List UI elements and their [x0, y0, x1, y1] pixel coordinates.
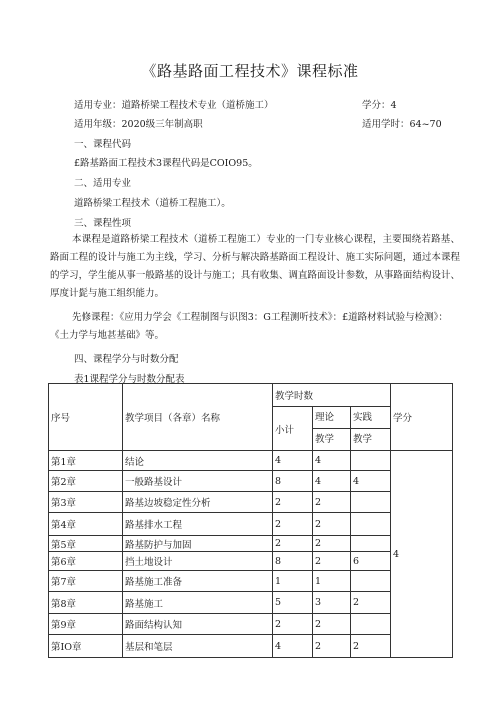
row-subtotal: 2: [273, 513, 313, 536]
section-2-heading: 二、适用专业: [74, 178, 132, 189]
row-theory: 2: [313, 513, 351, 536]
row-subtotal: 2: [273, 614, 313, 635]
row-name: 一般路基设计: [123, 471, 273, 492]
row-subtotal: 2: [273, 536, 313, 552]
row-theory: 2: [313, 614, 351, 635]
header-practice-line2: 教学: [351, 429, 391, 451]
section-1-heading: 一、课程代码: [74, 139, 132, 150]
row-theory: 1: [313, 571, 351, 592]
section-2-text: 道路桥梁工程技术（道桥工程施工）。: [74, 198, 231, 209]
row-index: 第7章: [49, 571, 123, 592]
header-practice-line1: 实践: [351, 407, 391, 429]
row-subtotal: 4: [273, 451, 313, 471]
header-index: 序号: [49, 384, 123, 451]
header-theory-line1: 理论: [313, 407, 351, 429]
row-theory: 4: [313, 451, 351, 471]
row-theory: 2: [313, 492, 351, 513]
row-index: 第3章: [49, 492, 123, 513]
section-1-text: £路基路面工程技术3课程代码是COIO95。: [74, 158, 258, 169]
prerequisite-paragraph: 先修课程：《应用力学会《工程制图与识图3：G工程测听技术》：£道路材料试验与检测》：《土力学与地甚基础》等。: [50, 312, 448, 341]
row-practice: [351, 536, 391, 552]
row-name: 挡土地设计: [123, 552, 273, 571]
row-name: 结论: [123, 451, 273, 471]
row-theory: 4: [313, 471, 351, 492]
row-name: 路基防护与加固: [123, 536, 273, 552]
row-index: 第6章: [49, 552, 123, 571]
row-name: 路基排水工程: [123, 513, 273, 536]
row-subtotal: 2: [273, 492, 313, 513]
row-practice: 6: [351, 552, 391, 571]
row-index: 第5章: [49, 536, 123, 552]
row-theory: 3: [313, 592, 351, 614]
table-row: [49, 451, 453, 471]
applicable-hours: 适用学时：64~70: [362, 119, 442, 130]
row-subtotal: 4: [273, 635, 313, 658]
row-practice: [351, 614, 391, 635]
row-subtotal: 5: [273, 592, 313, 614]
row-subtotal: 1: [273, 571, 313, 592]
document-title: 《路基路面工程技术》课程标准: [141, 62, 359, 80]
table-header-row: [49, 384, 453, 407]
header-subtotal: 小计: [273, 407, 313, 451]
header-theory-line2: 教学: [313, 429, 351, 451]
applicable-grade: 适用年级：2020级三年制高职: [74, 119, 203, 130]
row-practice: [351, 451, 391, 471]
row-name: 路基边坡稳定性分析: [123, 492, 273, 513]
section-3-heading: 三、课程性项: [74, 218, 132, 229]
credit-info: 学分：4: [362, 100, 397, 111]
row-practice: [351, 571, 391, 592]
header-credit: 学分: [391, 384, 453, 451]
applicable-major: 适用专业：道路桥梁工程技术专业（道桥施工）: [74, 100, 274, 111]
hours-distribution-table: [48, 383, 453, 658]
row-practice: 2: [351, 592, 391, 614]
row-subtotal: 8: [273, 552, 313, 571]
row-practice: [351, 513, 391, 536]
row-theory: 2: [313, 635, 351, 658]
row-index: 第2章: [49, 471, 123, 492]
row-practice: 2: [351, 635, 391, 658]
header-teaching-hours: 教学时数: [273, 384, 391, 407]
row-subtotal: 8: [273, 471, 313, 492]
section-4-heading: 四、课程学分与时数分配: [74, 354, 179, 365]
section-3-paragraph: 本课程是道路桥梁工程技术（道桥工程施工）专业的一门专业核心课程，主要围绕若路基、路面工程的设计与施工为主线，学习、分析与解决路基路面工程设计、施工实际问题，通过本课程的学习，学生能从事一般路基的设计与施工；具有收集、调直路面设计参数，从事路面结构设计、厚度计髭与施工组织能力。: [50, 234, 460, 299]
row-theory: 2: [313, 552, 351, 571]
row-practice: 4: [351, 471, 391, 492]
row-index: 第4章: [49, 513, 123, 536]
row-index: 第IO章: [49, 635, 123, 658]
row-name: 路基施工: [123, 592, 273, 614]
row-name: 基层和笔层: [123, 635, 273, 658]
row-index: 第9章: [49, 614, 123, 635]
row-practice: [351, 492, 391, 513]
row-index: 第8章: [49, 592, 123, 614]
row-theory: 2: [313, 536, 351, 552]
row-name: 路基施工准备: [123, 571, 273, 592]
credit-value: 4: [391, 451, 453, 658]
table-caption: 表1课程学分与时数分配表: [74, 374, 185, 385]
header-item-name: 教学项目（各章）名称: [123, 384, 273, 451]
row-index: 第1章: [49, 451, 123, 471]
row-name: 路面结构认知: [123, 614, 273, 635]
